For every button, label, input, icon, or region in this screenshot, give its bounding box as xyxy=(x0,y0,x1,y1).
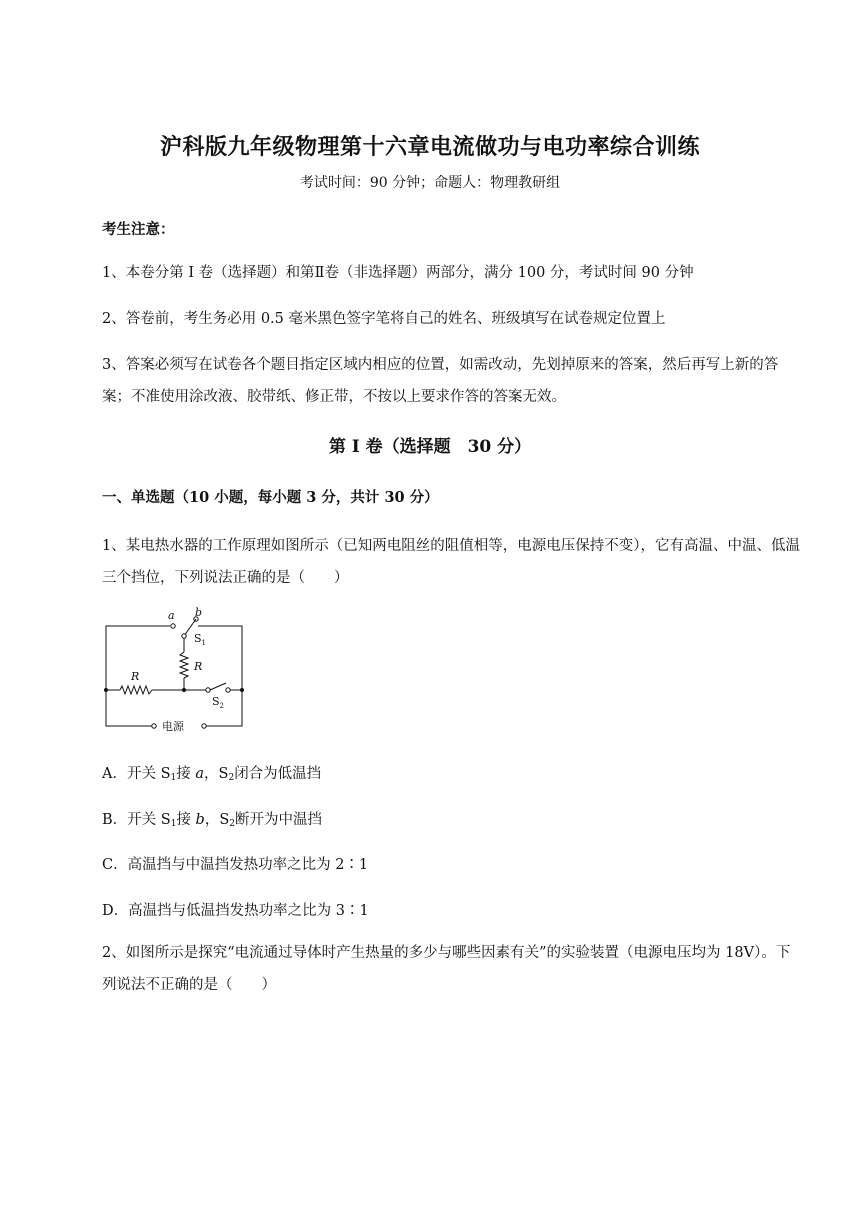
doc-subtitle: 考试时间：90 分钟；命题人：物理教研组 xyxy=(299,175,561,191)
option-c[interactable]: C．高温挡与中温挡发热功率之比为 2∶1 xyxy=(102,857,369,873)
question-2-stem: 2、如图所示是探究“电流通过导体时产生热量的多少与哪些因素有关”的实验装置（电源电压均为 18V）。下列说法不正确的是（ ） xyxy=(102,945,791,993)
label-power-source: 电源 xyxy=(162,720,184,733)
option-d[interactable]: D．高温挡与低温挡发热功率之比为 3∶1 xyxy=(102,903,369,919)
label-a: a xyxy=(168,609,175,622)
part-heading: 一、单选题（10 小题，每小题 3 分，共计 30 分） xyxy=(102,489,439,506)
option-a[interactable]: A．开关 $S_1$接 a，$S_2$闭合为低温挡 xyxy=(102,766,322,783)
label-s2: $S_2$ xyxy=(212,695,225,710)
label-s1: $S_1$ xyxy=(194,632,207,647)
notice-item-3: 3、答案必须写在试卷各个题目指定区域内相应的位置，如需改动，先划掉原来的答案，然后再写上新的答案；不准使用涂改液、胶带纸、修正带，不按以上要求作答的答案无效。 xyxy=(102,357,779,405)
question-1-stem: 1、某电热水器的工作原理如图所示（已知两电阻丝的阻值相等，电源电压保持不变），它有高温、中温、低温三个挡位，下列说法正确的是（ ） xyxy=(102,538,800,586)
option-b[interactable]: B．开关 $S_1$接 b，$S_2$断开为中温挡 xyxy=(102,812,323,829)
notice-item-1: 1、本卷分第 I 卷（选择题）和第Ⅱ卷（非选择题）两部分，满分 100 分，考试时间 90 分钟 xyxy=(102,265,694,281)
notice-item-2: 2、答卷前，考生务必用 0.5 毫米黑色签字笔将自己的姓名、班级填写在试卷规定位置上 xyxy=(102,311,666,327)
notice-heading: 考生注意： xyxy=(102,221,175,238)
label-r-horizontal: R xyxy=(131,670,140,683)
label-r-vertical: R xyxy=(194,660,203,673)
label-b: b xyxy=(195,606,203,619)
section-title: 第 I 卷（选择题 30 分） xyxy=(328,437,532,457)
doc-title: 沪科版九年级物理第十六章电流做功与电功率综合训练 xyxy=(159,134,700,160)
circuit-diagram xyxy=(100,606,250,736)
